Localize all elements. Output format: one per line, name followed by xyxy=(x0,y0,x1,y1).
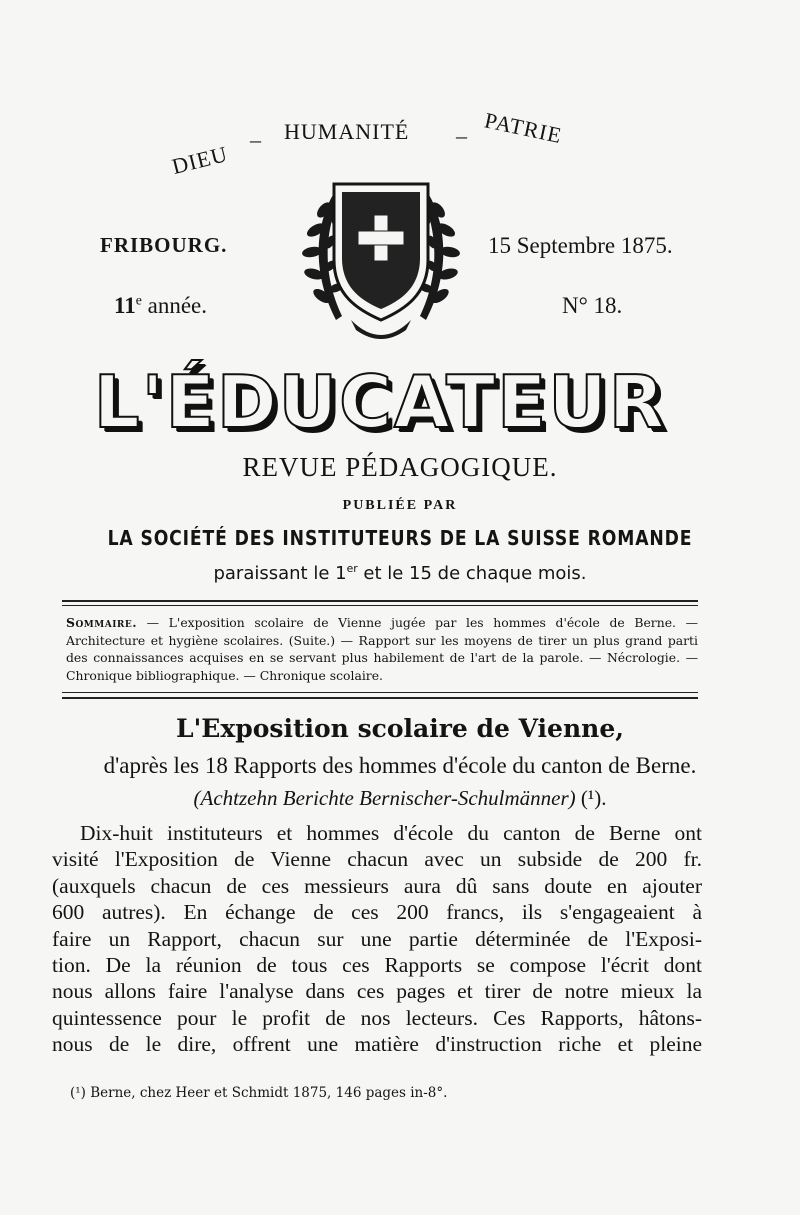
published-by: PUBLIÉE PAR xyxy=(342,498,458,513)
swiss-crest-icon xyxy=(296,170,466,350)
body-line: visité l'Exposition de Vienne chacun avec un subside de 200 fr. xyxy=(52,847,702,872)
masthead-title xyxy=(58,360,702,444)
motto-dash-left: – xyxy=(250,127,262,152)
body-line: tion. De la réunion de tous ces Rapports se compose l'écrit dont xyxy=(52,953,702,978)
summary-label: Sommaire. xyxy=(66,615,138,630)
frequency-a: paraissant le 1 xyxy=(213,563,347,584)
german-title: (Achtzehn Berichte Bernischer-Schulmänner) xyxy=(193,786,576,810)
bottom-rule xyxy=(62,697,698,699)
city: FRIBOURG. xyxy=(100,233,228,257)
motto-right: PATRIE xyxy=(482,107,565,149)
motto-left: DIEU xyxy=(169,141,231,179)
masthead-subtitle: REVUE PÉDAGOGIQUE. xyxy=(242,452,558,482)
body-line: Dix-huit instituteurs et hommes d'école du canton de Berne ont xyxy=(80,821,702,845)
masthead-title-text: L'ÉDUCATEUR xyxy=(93,360,667,444)
body-line: nous allons faire l'analyse dans ces pages et tirer de notre mieux la xyxy=(52,979,702,1004)
top-rule-thin xyxy=(62,605,698,606)
body-line: 600 autres). En échange de ces 200 francs, ils s'engageaient à xyxy=(52,900,702,925)
footnote: (¹) Berne, chez Heer et Schmidt 1875, 146 pages in-8°. xyxy=(70,1085,448,1101)
body-line: nous de le dire, offrent une matière d'instruction riche et pleine xyxy=(52,1032,702,1057)
body-line: quintessence pour le profit de nos lecteurs. Ces Rapports, hâtons- xyxy=(52,1005,702,1030)
issue-number: N° 18. xyxy=(562,293,623,318)
year-word: année. xyxy=(147,293,207,318)
frequency-line xyxy=(0,563,800,584)
article-german-title xyxy=(40,786,760,811)
article-title: L'Exposition scolaire de Vienne, xyxy=(176,714,624,743)
motto-dash-right: – xyxy=(456,123,468,148)
german-ref: (¹). xyxy=(575,786,607,810)
body-line: faire un Rapport, chacun sur une partie déterminée de l'Exposi- xyxy=(52,926,702,951)
summary-text: — L'exposition scolaire de Vienne jugée par les hommes d'école de Berne. — Architecture et hygiène scolaires. (Suite.) — Rapport sur les moyens de tirer un plus grand parti des connaissances acquises en se servant plus habilement de l'art de la parole. — Nécrologie. — Chronique bibliographique. — Chronique scolaire. xyxy=(66,615,698,683)
article-body xyxy=(52,820,702,1058)
society-name: LA SOCIÉTÉ DES INSTITUTEURS DE LA SUISSE ROMANDE xyxy=(107,526,693,550)
frequency-b: et le 15 de chaque mois. xyxy=(357,563,587,584)
frequency-sup: er xyxy=(346,562,358,575)
bottom-rule-thin xyxy=(62,692,698,693)
volume-year xyxy=(114,293,207,319)
issue-date: 15 Septembre 1875. xyxy=(488,233,673,258)
article-subtitle: d'après les 18 Rapports des hommes d'école du canton de Berne. xyxy=(103,753,697,778)
year-number: 11 xyxy=(114,293,136,318)
body-line: (auxquels chacun de ces messieurs aura dû sans doute en ajouter xyxy=(52,873,702,898)
summary-block xyxy=(66,614,698,684)
motto-center: HUMANITÉ xyxy=(284,119,410,144)
top-rule xyxy=(62,600,698,602)
year-sup: e xyxy=(135,292,142,308)
